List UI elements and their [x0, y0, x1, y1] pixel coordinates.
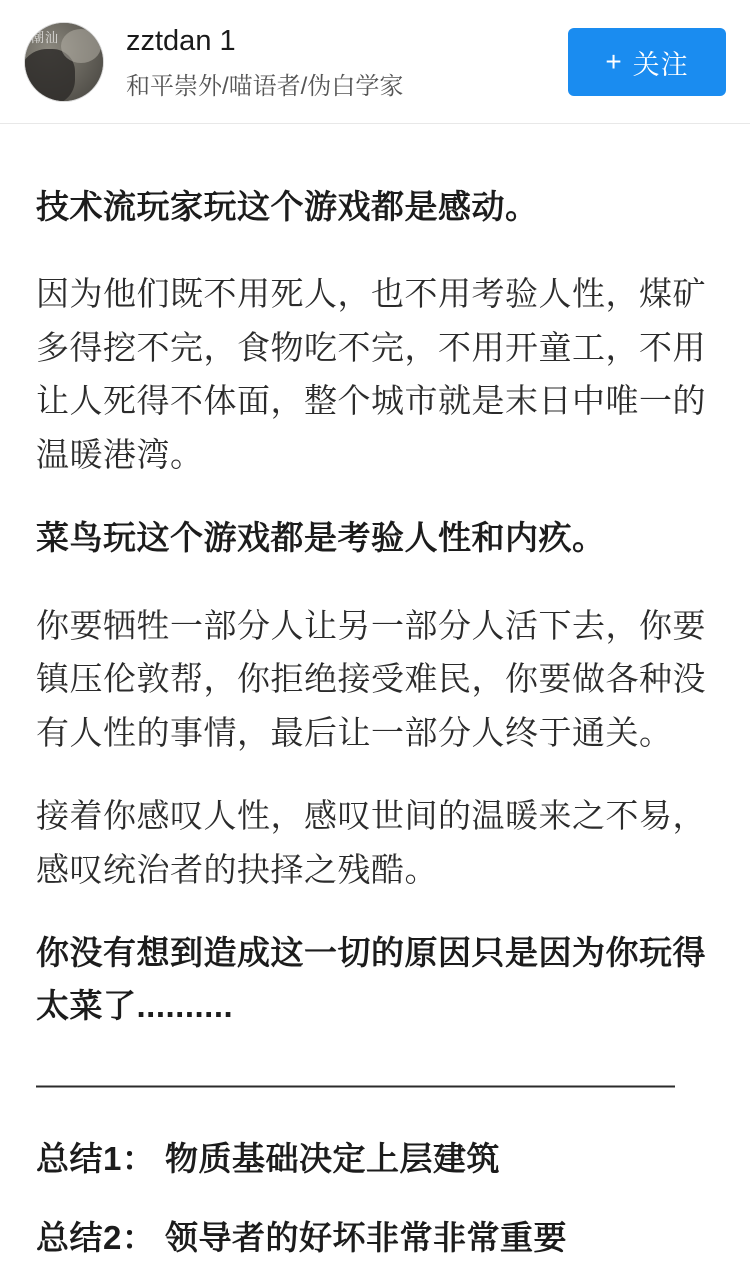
profile-header	[0, 0, 750, 124]
paragraph-2: 你要牺牲一部分人让另一部分人活下去，你要镇压伦敦帮，你拒绝接受难民，你要做各种没有人性的事情，最后让一部分人终于通关。	[36, 606, 706, 751]
avatar-image-highlight	[61, 29, 101, 63]
follow-button[interactable]	[568, 28, 726, 96]
paragraph-bold-2: 菜鸟玩这个游戏都是考验人性和内疚。	[36, 519, 606, 557]
divider: ——————————————————————	[36, 1067, 674, 1101]
plus-icon: +	[605, 46, 623, 77]
paragraph-bold-3: 你没有想到造成这一切的原因只是因为你玩得太菜了..........	[36, 933, 706, 1025]
user-description: 和平崇外/喵语者/伪白学家	[126, 72, 404, 100]
follow-button-label: 关注	[632, 49, 689, 80]
article-body	[0, 124, 750, 1264]
avatar-watermark: 潮汕	[31, 30, 60, 45]
paragraph-bold-1: 技术流玩家玩这个游戏都是感动。	[36, 188, 539, 225]
summary-line-2: 总结2： 领导者的好坏非常非常重要	[36, 1218, 568, 1256]
paragraph-3: 接着你感叹人性，感叹世间的温暖来之不易，感叹统治者的抉择之残酷。	[36, 797, 706, 888]
summary-line-1: 总结1： 物质基础决定上层建筑	[36, 1139, 501, 1177]
avatar[interactable]	[24, 22, 104, 102]
user-name[interactable]: zztdan 1	[126, 25, 236, 57]
paragraph-1: 因为他们既不用死人，也不用考验人性，煤矿多得挖不完，食物吃不完，不用开童工，不用让人死得不体面，整个城市就是末日中唯一的温暖港湾。	[36, 275, 706, 473]
